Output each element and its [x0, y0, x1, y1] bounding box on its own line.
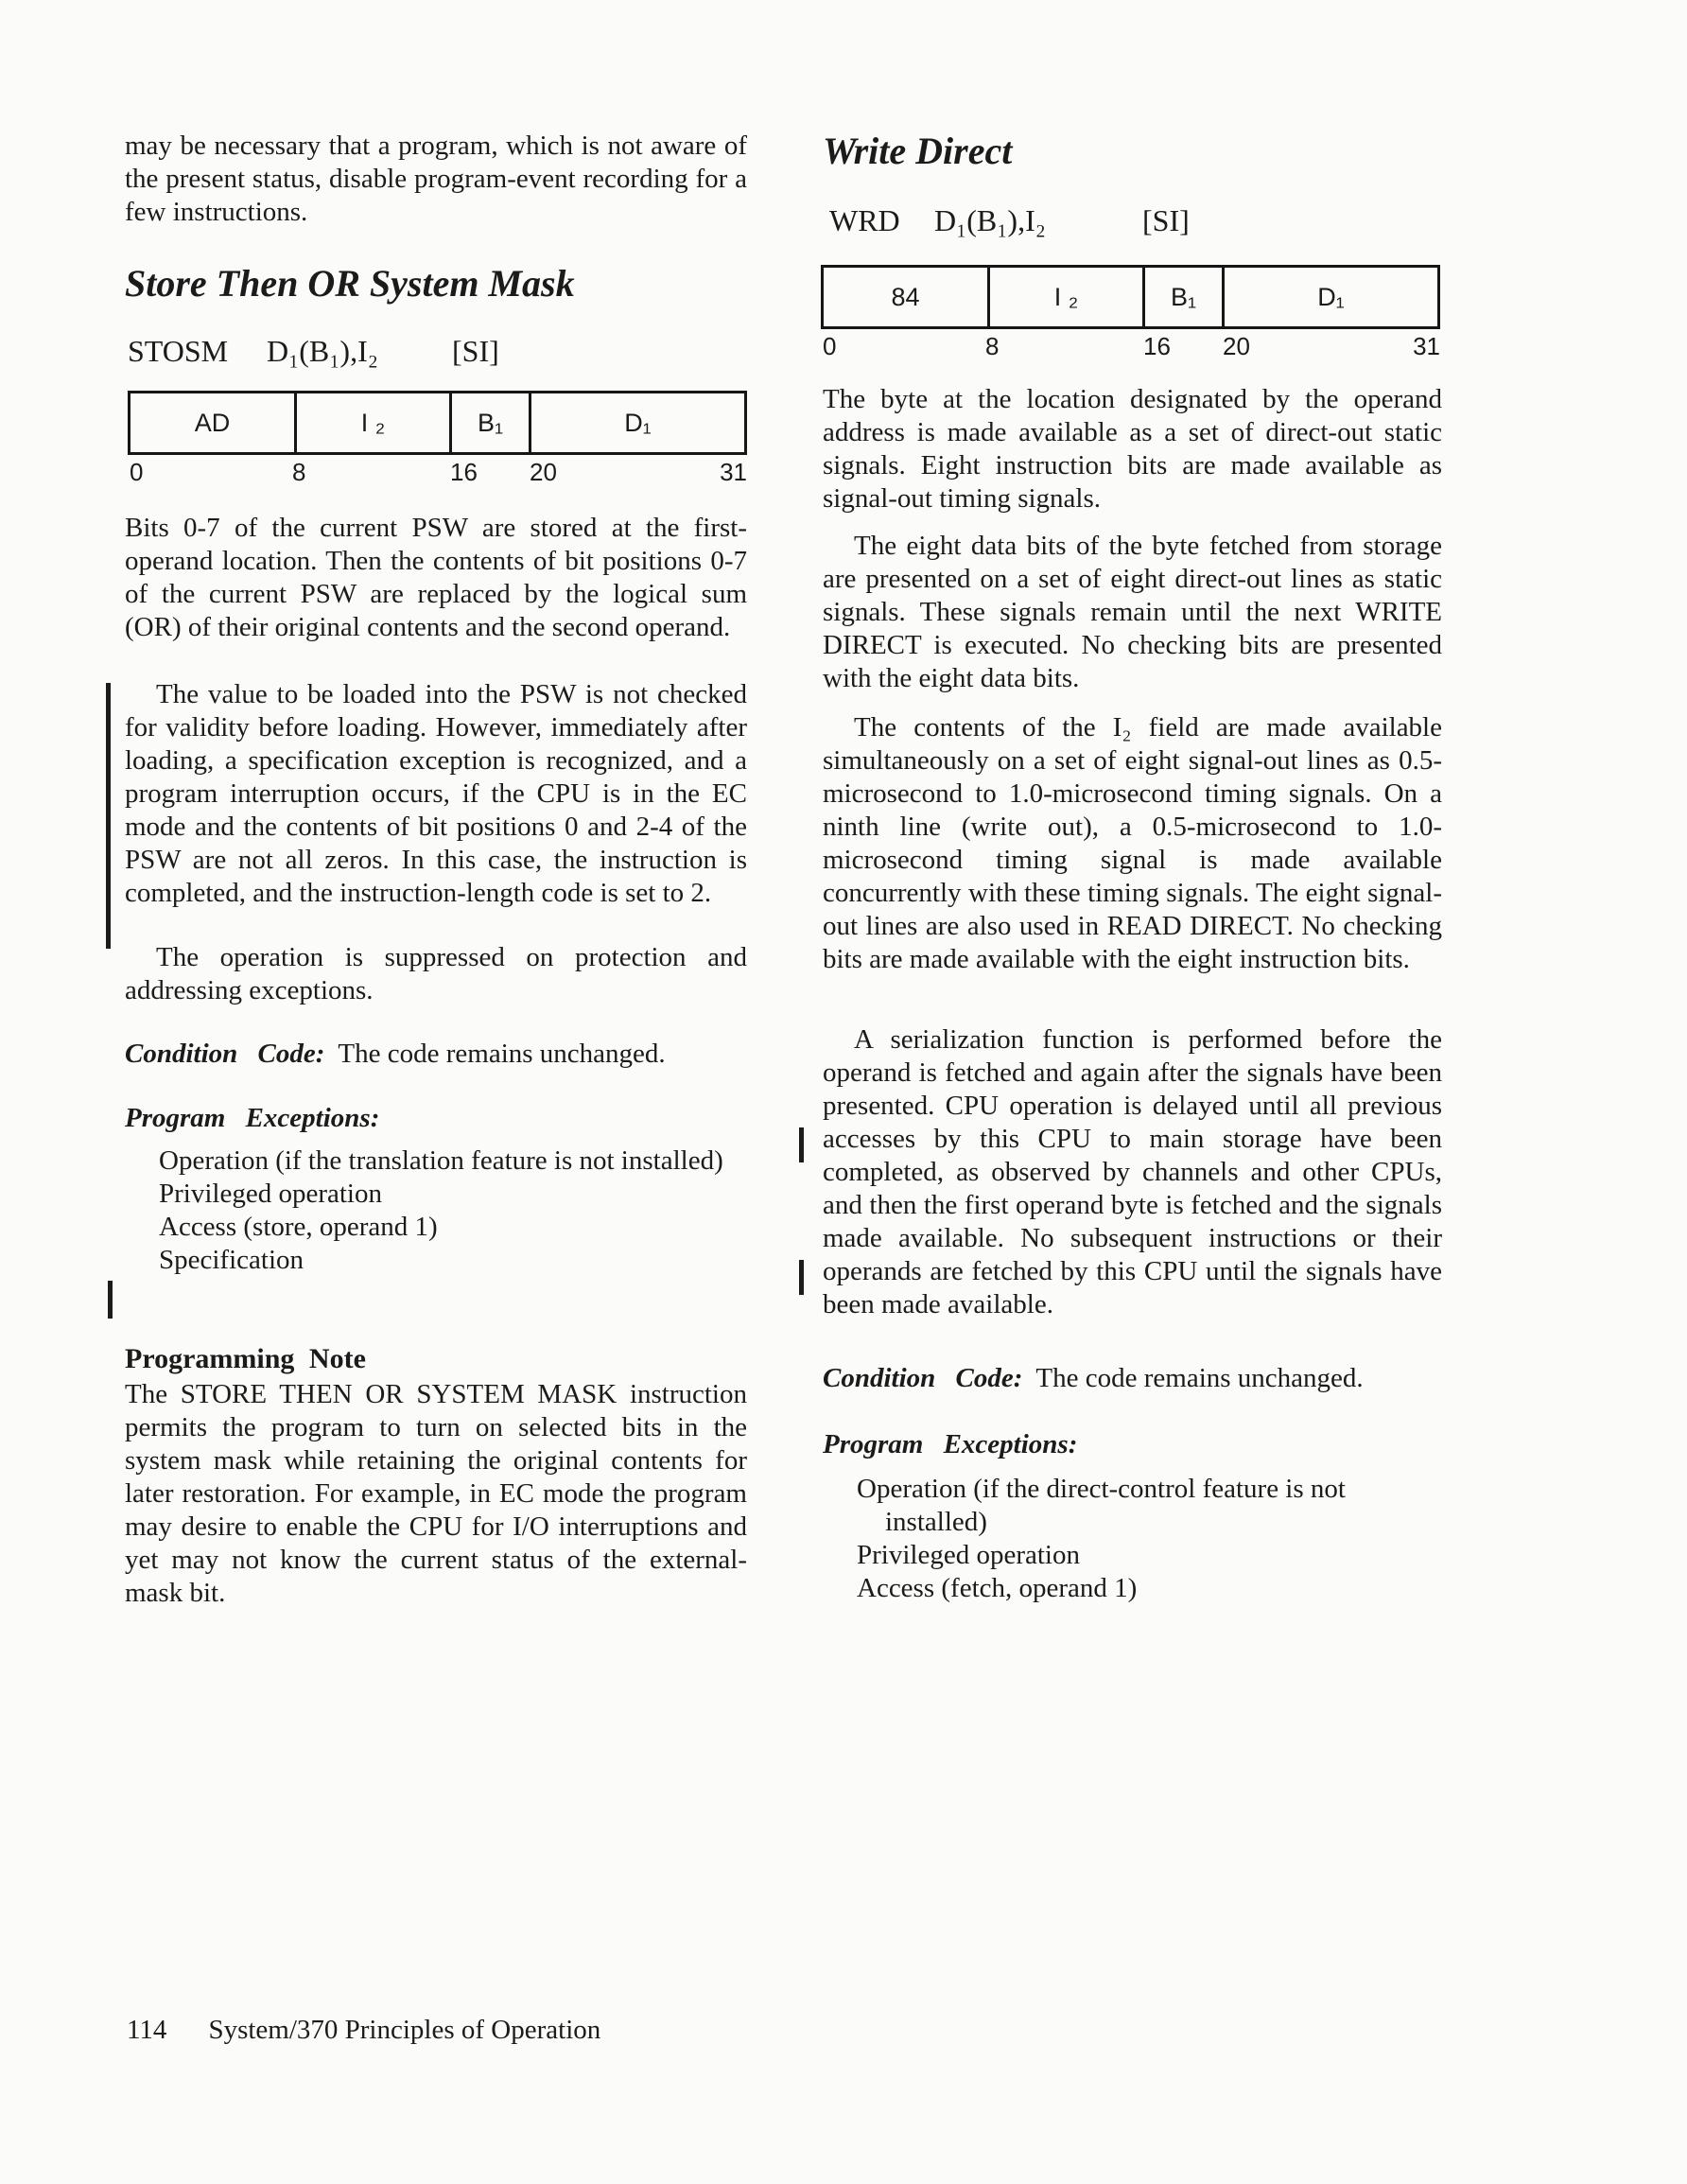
instruction-format-box: [128, 391, 747, 455]
operands-wrd: D₁(B₁),I₂: [934, 203, 1046, 237]
mnemonic-row-stosm: [125, 333, 747, 373]
bit-label-20: 20: [1223, 332, 1250, 360]
exception-item: Operation (if the translation feature is not installed): [159, 1145, 723, 1176]
exceptions-list: [125, 1144, 747, 1277]
bit-label-31: 31: [720, 458, 747, 486]
body-paragraph: The value to be loaded into the PSW is not checked for validity before loading. However, immediately after loading, a specification exception is recognized, and a program interruption occurs, if the CPU is in the EC mode and the contents of bit positions 0 and 2-4 of the PSW are not all zeros. In this case, the instruction is completed, and the instruction-length code is set to 2.: [125, 679, 747, 908]
d1-cell: D₁: [1222, 268, 1437, 326]
bit-label-8: 8: [292, 458, 306, 486]
body-paragraph: A serialization function is performed before the operand is fetched and again after the signals have been presented. CPU operation is delayed until all previous accesses by this CPU to main storage have been completed, as observed by channels and other CPUs, and then the first operand byte is fetched and the signals made available. No subsequent instructions or their operands are fetched by this CPU until the signals have been made available.: [823, 1024, 1442, 1319]
exception-item: Access (fetch, operand 1): [857, 1573, 1138, 1603]
format-tag-wrd: [SI]: [1142, 203, 1190, 237]
instruction-format-box: [821, 265, 1440, 329]
bit-label-0: 0: [130, 458, 144, 486]
body-paragraph: Bits 0-7 of the current PSW are stored at the first-operand location. Then the contents of bit positions 0-7 of the current PSW are replaced by the logical sum (OR) of their original contents and the second operand.: [125, 513, 747, 642]
mnemonic-stosm: STOSM: [128, 334, 229, 368]
condition-code-text: The code remains unchanged.: [338, 1039, 666, 1069]
bit-label-16: 16: [1143, 332, 1171, 360]
page-footer: [127, 2014, 600, 2046]
program-exceptions-label: Program Exceptions:: [125, 1103, 380, 1133]
bit-label-8: 8: [985, 332, 1000, 360]
mnemonic-row-wrd: [823, 202, 1442, 242]
change-bar: [108, 1281, 113, 1319]
programming-note-heading: Programming Note: [125, 1343, 366, 1374]
instruction-heading-wrd: Write Direct: [823, 130, 1013, 172]
operands-stosm: D₁(B₁),I₂: [267, 334, 378, 368]
program-exceptions-heading: [125, 1102, 392, 1135]
program-exceptions-heading: [823, 1428, 1090, 1461]
mnemonic-wrd: WRD: [829, 203, 900, 237]
condition-code-label: Condition Code:: [125, 1039, 325, 1069]
condition-code: [125, 1038, 747, 1071]
exceptions-list: [823, 1473, 1442, 1605]
body-paragraph: The operation is suppressed on protection and addressing exceptions.: [125, 942, 747, 1005]
exception-item: Operation (if the direct-control feature is not installed): [857, 1474, 1346, 1537]
body-paragraph: The contents of the I₂ field are made available simultaneously on a set of eight signal-out lines as 0.5-microsecond to 1.0-microsecond timing signals. On a ninth line (write out), a 0.5-microsecond to 1.0-microsecond timing signal is made available concurrently with these timing signals. The eight signal-out lines are also used in READ DIRECT. No checking bits are made available with the eight instruction bits.: [823, 712, 1442, 974]
opcode-cell: 84: [891, 282, 920, 311]
body-paragraph: The eight data bits of the byte fetched from storage are presented on a set of eight direct-out lines as static signals. These signals remain until the next WRITE DIRECT is executed. No checking bits are presented with the eight data bits.: [823, 531, 1442, 693]
instruction-heading-stosm: Store Then OR System Mask: [125, 262, 575, 305]
book-title: System/370 Principles of Operation: [208, 2015, 601, 2045]
exception-item: Access (store, operand 1): [159, 1212, 438, 1242]
body-paragraph: The byte at the location designated by the operand address is made available as a set of direct-out static signals. Eight instruction bits are made available as signal-out timing signals.: [823, 384, 1442, 514]
exception-item: Specification: [159, 1245, 304, 1275]
bit-label-0: 0: [823, 332, 837, 360]
i2-cell: I ₂: [987, 268, 1142, 326]
b1-cell: B₁: [1142, 268, 1222, 326]
program-exceptions-label: Program Exceptions:: [823, 1429, 1078, 1459]
change-bar: [106, 683, 111, 949]
exception-item: Privileged operation: [159, 1179, 382, 1209]
bit-label-31: 31: [1413, 332, 1440, 360]
b1-cell: B₁: [449, 393, 529, 452]
i2-cell: I ₂: [294, 393, 449, 452]
change-bar: [799, 1127, 804, 1162]
page-number: 114: [127, 2015, 167, 2045]
intro-paragraph: may be necessary that a program, which is not aware of the present status, disable program-event recording for a few instructions.: [125, 131, 747, 227]
opcode-cell: AD: [194, 408, 231, 437]
change-bar: [799, 1260, 804, 1295]
condition-code: [823, 1362, 1442, 1395]
bit-scale: [128, 459, 747, 487]
condition-code-text: The code remains unchanged.: [1035, 1363, 1364, 1393]
d1-cell: D₁: [529, 393, 744, 452]
programming-note-paragraph: The STORE THEN OR SYSTEM MASK instruction permits the program to turn on selected bits in the system mask while retaining the original contents for later restoration. For example, in EC mode the program may desire to enable the CPU for I/O interruptions and yet may not know the current status of the external-mask bit.: [125, 1379, 747, 1608]
bit-label-20: 20: [530, 458, 557, 486]
format-diagram-stosm: [128, 391, 747, 487]
exception-item: Privileged operation: [857, 1540, 1080, 1570]
format-tag-stosm: [SI]: [452, 334, 499, 368]
bit-scale: [821, 333, 1440, 361]
format-diagram-wrd: [821, 265, 1440, 361]
condition-code-label: Condition Code:: [823, 1363, 1023, 1393]
bit-label-16: 16: [450, 458, 478, 486]
